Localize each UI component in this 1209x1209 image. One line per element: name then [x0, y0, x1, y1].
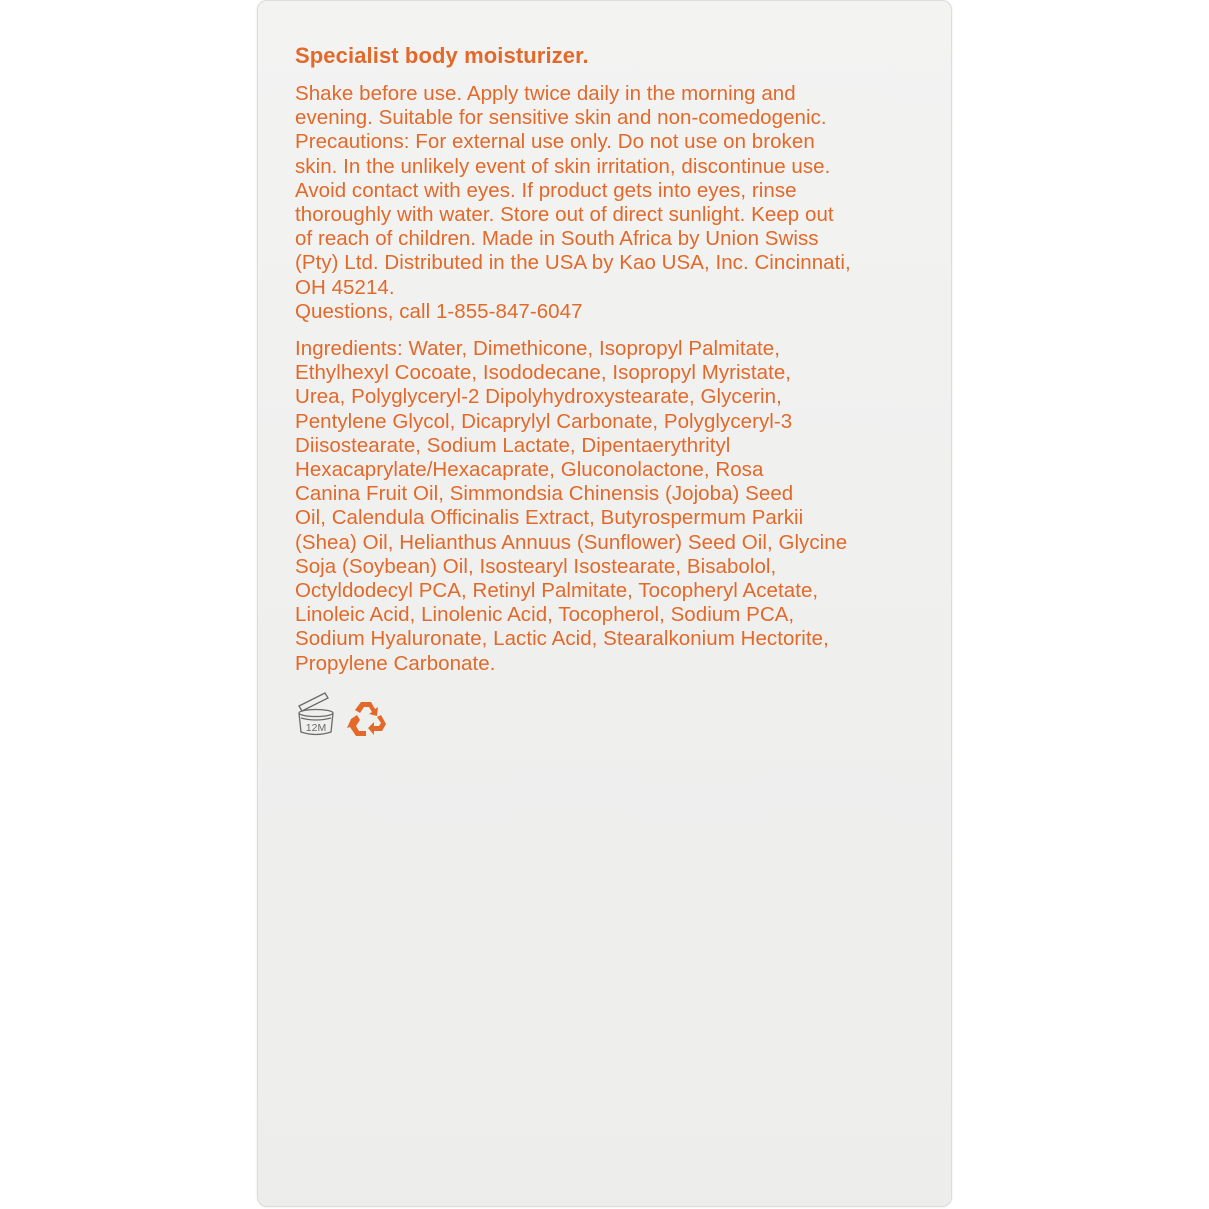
directions-block [295, 82, 935, 324]
ingredients-line: Octyldodecyl PCA, Retinyl Palmitate, Tocopheryl Acetate, [295, 579, 819, 603]
ingredients-line: Linoleic Acid, Linolenic Acid, Tocopherol, Sodium PCA, [295, 603, 795, 627]
directions-line: skin. In the unlikely event of skin irritation, discontinue use. [295, 154, 831, 178]
ingredients-line: Ethylhexyl Cocoate, Isododecane, Isopropyl Myristate, [295, 361, 792, 385]
directions-line: thoroughly with water. Store out of direct sunlight. Keep out [295, 203, 834, 227]
ingredients-line: Ingredients: Water, Dimethicone, Isopropyl Palmitate, [295, 337, 780, 361]
directions-line: Avoid contact with eyes. If product gets into eyes, rinse [295, 178, 797, 202]
ingredients-line: Oil, Calendula Officinalis Extract, Butyrospermum Parkii [295, 506, 804, 530]
questions-phone-line: Questions, call 1-855-847-6047 [295, 299, 583, 323]
ingredients-block [295, 337, 935, 676]
ingredients-line: Propylene Carbonate. [295, 651, 496, 675]
product-title: Specialist body moisturizer. [295, 43, 589, 68]
ingredients-line: Urea, Polyglyceryl-2 Dipolyhydroxystearate, Glycerin, [295, 385, 782, 409]
ingredients-line: Pentylene Glycol, Dicaprylyl Carbonate, Polyglyceryl-3 [295, 409, 793, 433]
ingredients-line: (Shea) Oil, Helianthus Annuus (Sunflower) Seed Oil, Glycine [295, 530, 848, 554]
directions-line: OH 45214. [295, 275, 395, 299]
label-text-block [295, 41, 935, 676]
ingredients-line: Soja (Soybean) Oil, Isostearyl Isostearate, Bisabolol, [295, 554, 777, 578]
product-label-panel [257, 0, 952, 1207]
directions-line: (Pty) Ltd. Distributed in the USA by Kao USA, Inc. Cincinnati, [295, 251, 851, 275]
ingredients-line: Diisostearate, Sodium Lactate, Dipentaerythrityl [295, 433, 731, 457]
recycle-icon [347, 697, 389, 739]
ingredients-line: Hexacaprylate/Hexacaprate, Gluconolactone, Rosa [295, 458, 764, 482]
directions-line: Precautions: For external use only. Do not use on broken [295, 130, 815, 154]
directions-line: of reach of children. Made in South Africa by Union Swiss [295, 227, 819, 251]
directions-line: evening. Suitable for sensitive skin and non-comedogenic. [295, 106, 827, 130]
pao-label: 12M [305, 722, 327, 734]
ingredients-line: Canina Fruit Oil, Simmondsia Chinensis (Jojoba) Seed [295, 482, 794, 506]
ingredients-line: Sodium Hyaluronate, Lactic Acid, Stearalkonium Hectorite, [295, 627, 829, 651]
directions-line: Shake before use. Apply twice daily in the morning and [295, 82, 796, 105]
label-symbols [295, 689, 415, 741]
open-jar-icon [295, 689, 339, 739]
